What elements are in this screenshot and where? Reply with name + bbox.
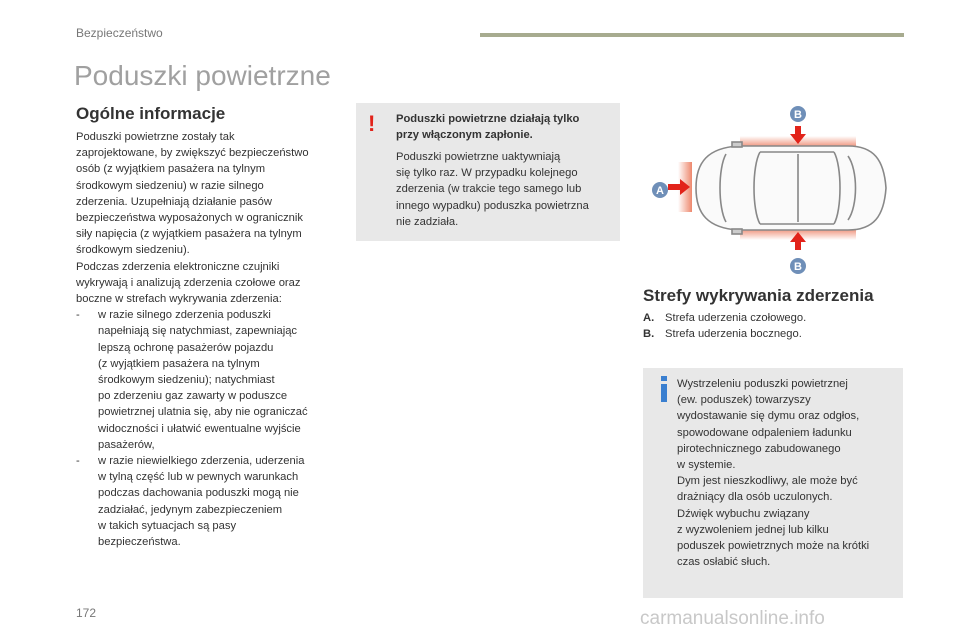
warning-title-line: Poduszki powietrzne działają tylko [396,113,580,125]
intro-line: osób (z wyjątkiem pasażera na tylnym [76,163,266,176]
info-line: Dźwięk wybuchu związany [677,507,810,520]
marker-b-top-icon [790,106,806,122]
info-line: z wyzwoleniem jednej lub kilku [677,523,829,536]
info-text [677,376,897,570]
list-item [643,310,903,326]
warning-line: nie zadziała. [396,215,459,228]
item-line: widoczności i ułatwić ewentualne wyjście [98,422,301,435]
intro-line: bezpieczeństwa wyposażonych w ogranicznik [76,212,303,225]
marker-a-label: A [656,185,664,197]
list-item [643,326,903,342]
intro-line: środkowym siedzeniu). [76,244,190,257]
info-line: wydostawanie się dymu oraz odgłos, [677,410,860,423]
intro-line: siły napięcia (z wyjątkiem pasażera na tylnym [76,228,302,241]
warning-line: się tylko raz. W przypadku kolejnego [396,167,578,180]
intro-line: Poduszki powietrzne zostały tak [76,131,235,143]
info-box [643,368,903,598]
list-item [76,453,338,550]
warning-title-line: przy włączonym zapłonie. [396,129,533,141]
item-line: środkowym siedzeniu); natychmiast [98,374,275,387]
marker-b-bottom-label: B [794,261,802,273]
general-text [76,129,338,550]
warning-box [356,103,620,241]
info-line: poduszek powietrznych może na krótki [677,540,870,553]
list-dash: - [76,455,80,468]
watermark: carmanualsonline.info [640,608,825,629]
item-line: w takich sytuacjach są pasy [98,519,237,532]
info-line: (ew. poduszek) towarzyszy [677,394,811,407]
item-line: w razie niewielkiego zderzenia, uderzenia [98,455,305,468]
zone-key: A. [643,312,655,324]
warning-title [396,111,610,143]
zones-heading: Strefy wykrywania zderzenia [643,286,874,305]
list-item [76,307,338,453]
info-line: Dym jest nieszkodliwy, ale może być [677,475,858,488]
item-line: po zderzeniu gaz zawarty w poduszce [98,390,288,403]
item-line: w razie silnego zderzenia poduszki [98,309,271,322]
info-line: spowodowane odpaleniem ładunku [677,426,852,439]
warning-line: zderzenia (w trakcie tego samego lub [396,183,582,196]
zones-list [643,310,903,342]
info-line: w systemie. [677,459,736,472]
intro-line: środkowym siedzeniu) w razie silnego [76,179,264,192]
info-line: drażniący dla osób uczulonych. [677,491,833,504]
warning-icon: ! [368,111,376,136]
marker-b-top-label: B [794,109,802,121]
intro-line: Podczas zderzenia elektroniczne czujniki [76,260,280,273]
item-line: lepszą ochronę pasażerów pojazdu [98,341,274,354]
marker-b-bottom-icon [790,258,806,274]
info-line: czas osłabić słuch. [677,556,771,569]
marker-a-icon [652,182,668,198]
info-line: pirotechnicznego zabudowanego [677,442,841,455]
page-title: Poduszki powietrzne [74,60,331,91]
item-line: powietrznej ulatnia się, aby nie ograniczać [98,406,308,419]
info-icon [657,376,671,402]
page-number: 172 [76,606,97,620]
warning-text [396,149,610,230]
header-rule [480,33,904,37]
intro-line: boczne w strefach wykrywania zderzenia: [76,293,282,306]
intro-line: zderzenia. Uzupełniają działanie pasów [76,195,272,208]
item-line: bezpieczeństwa. [98,536,181,549]
item-line: (z wyjątkiem pasażera na tylnym [98,357,260,370]
zone-key: B. [643,328,655,340]
section-label: Bezpieczeństwo [76,26,163,40]
item-line: pasażerów, [98,438,155,451]
item-line: napełniają się natychmiast, zapewniając [98,325,298,338]
intro-line: wykrywają i analizują zderzenia czołowe oraz [76,276,301,289]
list-dash: - [76,309,80,322]
zone-text: Strefa uderzenia bocznego. [665,328,802,340]
item-line: podczas dachowania poduszki mogą nie [98,487,299,500]
intro-line: zaprojektowane, by zwiększyć bezpieczeństwo [76,147,309,160]
item-line: zadziałać, jedynym zabezpieczeniem [98,503,283,516]
general-heading: Ogólne informacje [76,104,226,123]
car-diagram [648,100,908,280]
info-line: Wystrzeleniu poduszki powietrznej [677,378,848,390]
warning-line: Poduszki powietrzne uaktywniają [396,151,561,163]
item-line: w tylną część lub w pewnych warunkach [98,471,299,484]
zone-text: Strefa uderzenia czołowego. [665,312,807,324]
warning-line: innego wypadku) poduszka powietrzna [396,199,589,212]
car-outline [696,142,886,234]
